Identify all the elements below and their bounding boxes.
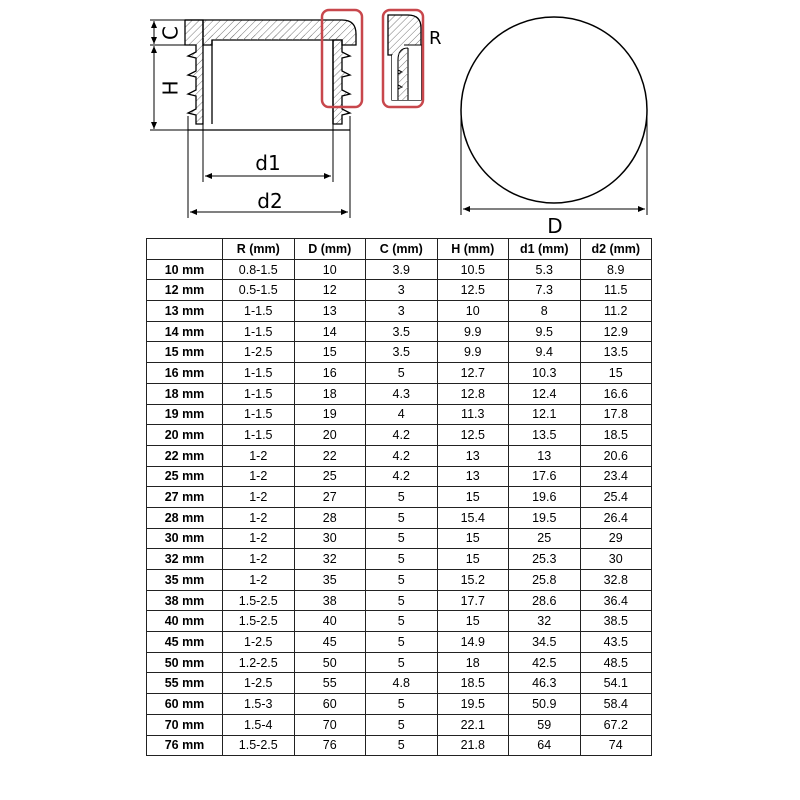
- table-cell: 5: [366, 507, 438, 528]
- table-cell: 18.5: [580, 425, 652, 446]
- table-cell: 15.2: [437, 570, 509, 591]
- table-cell: 1-2: [223, 507, 295, 528]
- table-cell: 1-1.5: [223, 404, 295, 425]
- table-cell: 13: [437, 445, 509, 466]
- table-cell: 12.4: [509, 383, 581, 404]
- label-d1: d1: [255, 151, 281, 175]
- cap-right-wall: [333, 40, 350, 124]
- table-cell: 5: [366, 714, 438, 735]
- table-cell: 64: [509, 735, 581, 756]
- table-cell: 11.5: [580, 280, 652, 301]
- table-row: [147, 714, 652, 735]
- label-d: D: [547, 214, 563, 238]
- table-cell: 15.4: [437, 507, 509, 528]
- table-cell: 12.1: [509, 404, 581, 425]
- table-row: [147, 507, 652, 528]
- table-cell: 3: [366, 301, 438, 322]
- dimension-c: [150, 20, 185, 45]
- table-row: [147, 528, 652, 549]
- table-cell: 5: [366, 549, 438, 570]
- table-cell: 5: [366, 590, 438, 611]
- header-row: [147, 239, 652, 260]
- table-cell: 27: [294, 487, 366, 508]
- table-cell: 1-2: [223, 549, 295, 570]
- table-row: [147, 363, 652, 384]
- table-cell: 5: [366, 694, 438, 715]
- table-row: [147, 611, 652, 632]
- table-cell: 4: [366, 404, 438, 425]
- table-row: [147, 383, 652, 404]
- table-cell: 3.5: [366, 342, 438, 363]
- table-cell: 25.4: [580, 487, 652, 508]
- row-size-label: 55 mm: [147, 673, 223, 694]
- row-size-label: 76 mm: [147, 735, 223, 756]
- table-cell: 8: [509, 301, 581, 322]
- table-cell: 15: [437, 528, 509, 549]
- table-cell: 1.5-2.5: [223, 735, 295, 756]
- table-row: [147, 487, 652, 508]
- row-size-label: 28 mm: [147, 507, 223, 528]
- table-cell: 4.2: [366, 445, 438, 466]
- table-row: [147, 673, 652, 694]
- table-cell: 14.9: [437, 632, 509, 653]
- row-size-label: 13 mm: [147, 301, 223, 322]
- table-cell: 1-1.5: [223, 363, 295, 384]
- table-cell: 8.9: [580, 259, 652, 280]
- dimension-h: [150, 46, 188, 130]
- dimensions-table: [146, 238, 652, 756]
- table-row: [147, 445, 652, 466]
- cap-top-flange: [185, 20, 356, 45]
- table-row: [147, 735, 652, 756]
- table-cell: 1-2: [223, 466, 295, 487]
- table-cell: 28.6: [509, 590, 581, 611]
- table-cell: 12.9: [580, 321, 652, 342]
- row-size-label: 40 mm: [147, 611, 223, 632]
- table-cell: 22: [294, 445, 366, 466]
- table-cell: 32: [294, 549, 366, 570]
- column-header: D (mm): [294, 239, 366, 260]
- column-header: C (mm): [366, 239, 438, 260]
- table-cell: 20: [294, 425, 366, 446]
- row-size-label: 60 mm: [147, 694, 223, 715]
- row-size-label: 18 mm: [147, 383, 223, 404]
- table-cell: 7.3: [509, 280, 581, 301]
- table-row: [147, 404, 652, 425]
- table-cell: 1.5-2.5: [223, 590, 295, 611]
- table-cell: 15: [437, 611, 509, 632]
- table-cell: 25.8: [509, 570, 581, 591]
- table-row: [147, 342, 652, 363]
- table-cell: 5: [366, 528, 438, 549]
- row-size-label: 20 mm: [147, 425, 223, 446]
- table-cell: 25: [294, 466, 366, 487]
- table-cell: 1.5-2.5: [223, 611, 295, 632]
- table-cell: 5: [366, 570, 438, 591]
- table-cell: 17.7: [437, 590, 509, 611]
- table-cell: 1-2.5: [223, 632, 295, 653]
- table-cell: 48.5: [580, 652, 652, 673]
- table-cell: 60: [294, 694, 366, 715]
- table-cell: 12.7: [437, 363, 509, 384]
- table-cell: 25: [509, 528, 581, 549]
- table-cell: 15: [580, 363, 652, 384]
- table-cell: 1-1.5: [223, 383, 295, 404]
- table-cell: 12: [294, 280, 366, 301]
- table-cell: 1-2.5: [223, 342, 295, 363]
- table-row: [147, 549, 652, 570]
- table-cell: 10.5: [437, 259, 509, 280]
- table-cell: 38: [294, 590, 366, 611]
- table-cell: 11.3: [437, 404, 509, 425]
- table-cell: 5: [366, 632, 438, 653]
- column-header: [147, 239, 223, 260]
- table-cell: 19.5: [509, 507, 581, 528]
- table-row: [147, 694, 652, 715]
- row-size-label: 14 mm: [147, 321, 223, 342]
- table-cell: 26.4: [580, 507, 652, 528]
- table-cell: 19.6: [509, 487, 581, 508]
- column-header: d1 (mm): [509, 239, 581, 260]
- table-cell: 34.5: [509, 632, 581, 653]
- column-header: H (mm): [437, 239, 509, 260]
- table-cell: 1-2: [223, 487, 295, 508]
- table-cell: 16: [294, 363, 366, 384]
- dimension-d1: [203, 130, 333, 182]
- cap-left-wall: [185, 20, 203, 124]
- table-cell: 18.5: [437, 673, 509, 694]
- table-row: [147, 301, 652, 322]
- table-cell: 59: [509, 714, 581, 735]
- row-size-label: 22 mm: [147, 445, 223, 466]
- table-cell: 29: [580, 528, 652, 549]
- table-cell: 1-1.5: [223, 425, 295, 446]
- table-row: [147, 466, 652, 487]
- table-cell: 46.3: [509, 673, 581, 694]
- table-cell: 10: [294, 259, 366, 280]
- table-cell: 3.9: [366, 259, 438, 280]
- table-row: [147, 259, 652, 280]
- table-cell: 45: [294, 632, 366, 653]
- row-size-label: 10 mm: [147, 259, 223, 280]
- row-size-label: 15 mm: [147, 342, 223, 363]
- table-cell: 1-2: [223, 570, 295, 591]
- table-cell: 12.5: [437, 280, 509, 301]
- table-cell: 18: [437, 652, 509, 673]
- table-row: [147, 570, 652, 591]
- column-header: R (mm): [223, 239, 295, 260]
- table-cell: 9.9: [437, 321, 509, 342]
- table-cell: 15: [294, 342, 366, 363]
- table-cell: 50.9: [509, 694, 581, 715]
- table-cell: 67.2: [580, 714, 652, 735]
- table-cell: 1-2.5: [223, 673, 295, 694]
- table-cell: 55: [294, 673, 366, 694]
- technical-drawing: [0, 0, 800, 240]
- row-size-label: 50 mm: [147, 652, 223, 673]
- table-cell: 58.4: [580, 694, 652, 715]
- table-cell: 1-2: [223, 528, 295, 549]
- table-cell: 32: [509, 611, 581, 632]
- table-cell: 5: [366, 487, 438, 508]
- table-cell: 17.8: [580, 404, 652, 425]
- table-cell: 1.5-3: [223, 694, 295, 715]
- table-cell: 22.1: [437, 714, 509, 735]
- table-cell: 12.5: [437, 425, 509, 446]
- table-cell: 13: [509, 445, 581, 466]
- detail-view-radius: [383, 10, 442, 107]
- table-cell: 54.1: [580, 673, 652, 694]
- row-size-label: 32 mm: [147, 549, 223, 570]
- table-cell: 9.5: [509, 321, 581, 342]
- label-c: C: [158, 26, 183, 40]
- table-cell: 15: [437, 549, 509, 570]
- table-cell: 9.9: [437, 342, 509, 363]
- row-size-label: 27 mm: [147, 487, 223, 508]
- table-cell: 0.8-1.5: [223, 259, 295, 280]
- table-cell: 28: [294, 507, 366, 528]
- row-size-label: 12 mm: [147, 280, 223, 301]
- table-cell: 13.5: [580, 342, 652, 363]
- table-cell: 38.5: [580, 611, 652, 632]
- table-cell: 1-1.5: [223, 321, 295, 342]
- table-cell: 13.5: [509, 425, 581, 446]
- table-cell: 0.5-1.5: [223, 280, 295, 301]
- table-cell: 5: [366, 363, 438, 384]
- table-cell: 4.8: [366, 673, 438, 694]
- table-cell: 30: [294, 528, 366, 549]
- table-row: [147, 280, 652, 301]
- table-cell: 21.8: [437, 735, 509, 756]
- table-cell: 74: [580, 735, 652, 756]
- table-cell: 5: [366, 611, 438, 632]
- label-h: H: [158, 80, 183, 96]
- table-cell: 17.6: [509, 466, 581, 487]
- table-cell: 5.3: [509, 259, 581, 280]
- row-size-label: 45 mm: [147, 632, 223, 653]
- table-cell: 4.2: [366, 425, 438, 446]
- table-cell: 15: [437, 487, 509, 508]
- table-cell: 30: [580, 549, 652, 570]
- row-size-label: 25 mm: [147, 466, 223, 487]
- row-size-label: 35 mm: [147, 570, 223, 591]
- row-size-label: 38 mm: [147, 590, 223, 611]
- table-cell: 42.5: [509, 652, 581, 673]
- table-cell: 3.5: [366, 321, 438, 342]
- table-cell: 1.5-4: [223, 714, 295, 735]
- table-cell: 5: [366, 652, 438, 673]
- table-cell: 36.4: [580, 590, 652, 611]
- table-cell: 9.4: [509, 342, 581, 363]
- table-cell: 25.3: [509, 549, 581, 570]
- label-r: R: [429, 28, 442, 49]
- table-cell: 19: [294, 404, 366, 425]
- table-cell: 13: [294, 301, 366, 322]
- table-row: [147, 590, 652, 611]
- table-cell: 13: [437, 466, 509, 487]
- table-cell: 16.6: [580, 383, 652, 404]
- table-cell: 23.4: [580, 466, 652, 487]
- table-cell: 76: [294, 735, 366, 756]
- table-cell: 4.2: [366, 466, 438, 487]
- table-cell: 18: [294, 383, 366, 404]
- table-row: [147, 321, 652, 342]
- table-cell: 10: [437, 301, 509, 322]
- row-size-label: 70 mm: [147, 714, 223, 735]
- cap-top-view: [461, 17, 647, 238]
- row-size-label: 30 mm: [147, 528, 223, 549]
- table-cell: 1-2: [223, 445, 295, 466]
- table-cell: 10.3: [509, 363, 581, 384]
- table-cell: 43.5: [580, 632, 652, 653]
- table-row: [147, 425, 652, 446]
- cap-cross-section: [185, 20, 356, 130]
- table-cell: 1.2-2.5: [223, 652, 295, 673]
- row-size-label: 19 mm: [147, 404, 223, 425]
- table-cell: 20.6: [580, 445, 652, 466]
- table-cell: 35: [294, 570, 366, 591]
- table-cell: 3: [366, 280, 438, 301]
- table-cell: 14: [294, 321, 366, 342]
- table-cell: 12.8: [437, 383, 509, 404]
- table-cell: 70: [294, 714, 366, 735]
- table-body: [147, 259, 652, 756]
- table-cell: 40: [294, 611, 366, 632]
- column-header: d2 (mm): [580, 239, 652, 260]
- table-header: [147, 239, 652, 260]
- row-size-label: 16 mm: [147, 363, 223, 384]
- table-cell: 19.5: [437, 694, 509, 715]
- table-row: [147, 652, 652, 673]
- table-cell: 32.8: [580, 570, 652, 591]
- table-cell: 5: [366, 735, 438, 756]
- label-d2: d2: [257, 189, 283, 213]
- table-cell: 1-1.5: [223, 301, 295, 322]
- table-cell: 11.2: [580, 301, 652, 322]
- table-cell: 50: [294, 652, 366, 673]
- table-row: [147, 632, 652, 653]
- table-cell: 4.3: [366, 383, 438, 404]
